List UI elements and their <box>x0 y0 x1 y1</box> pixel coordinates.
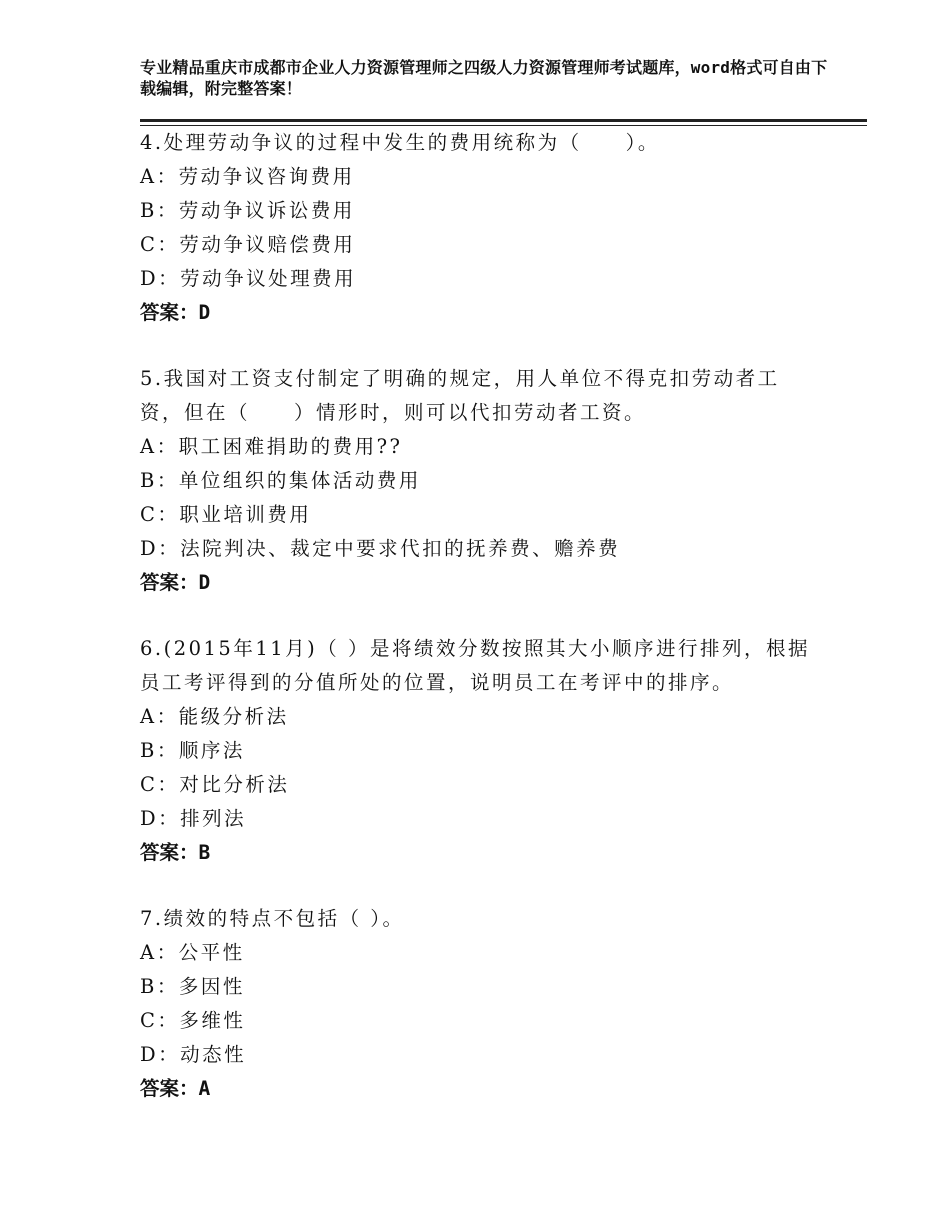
option-a: A：职工困难捐助的费用?? <box>140 435 403 458</box>
option-b: B：多因性 <box>140 975 245 998</box>
question-stem: 4.处理劳动争议的过程中发生的费用统称为（ ）。 <box>140 131 660 154</box>
question-5 <box>140 362 820 600</box>
question-stem: 5.我国对工资支付制定了明确的规定，用人单位不得克扣劳动者工资，但在（ ）情形时，则可以代扣劳动者工资。 <box>140 367 780 424</box>
header-rule-thick <box>140 119 867 122</box>
answer-key: 答案：A <box>140 1077 211 1100</box>
answer-key: 答案：B <box>140 841 211 864</box>
option-a: A：劳动争议咨询费用 <box>140 165 355 188</box>
option-b: B：顺序法 <box>140 739 245 762</box>
document-header: 专业精品重庆市成都市企业人力资源管理师之四级人力资源管理师考试题库，word格式可自由下载编辑，附完整答案！ <box>140 58 828 98</box>
option-d: D：法院判决、裁定中要求代扣的抚养费、赡养费 <box>140 537 621 560</box>
option-c: C：多维性 <box>140 1009 246 1032</box>
question-4 <box>140 126 820 330</box>
option-b: B：劳动争议诉讼费用 <box>140 199 355 222</box>
option-a: A：公平性 <box>140 941 245 964</box>
question-stem: 6.(2015年11月)（ ）是将绩效分数按照其大小顺序进行排列，根据员工考评得到的分值所处的位置，说明员工在考评中的排序。 <box>140 637 810 694</box>
question-stem: 7.绩效的特点不包括（ ）。 <box>140 907 405 930</box>
option-a: A：能级分析法 <box>140 705 289 728</box>
option-c: C：对比分析法 <box>140 773 290 796</box>
question-list <box>140 126 820 1138</box>
option-d: D：排列法 <box>140 807 247 830</box>
option-d: D：动态性 <box>140 1043 247 1066</box>
option-d: D：劳动争议处理费用 <box>140 267 357 290</box>
option-c: C：劳动争议赔偿费用 <box>140 233 356 256</box>
answer-key: 答案：D <box>140 571 211 594</box>
answer-key: 答案：D <box>140 301 211 324</box>
question-6 <box>140 632 820 870</box>
option-c: C：职业培训费用 <box>140 503 312 526</box>
question-7 <box>140 902 820 1106</box>
option-b: B：单位组织的集体活动费用 <box>140 469 421 492</box>
